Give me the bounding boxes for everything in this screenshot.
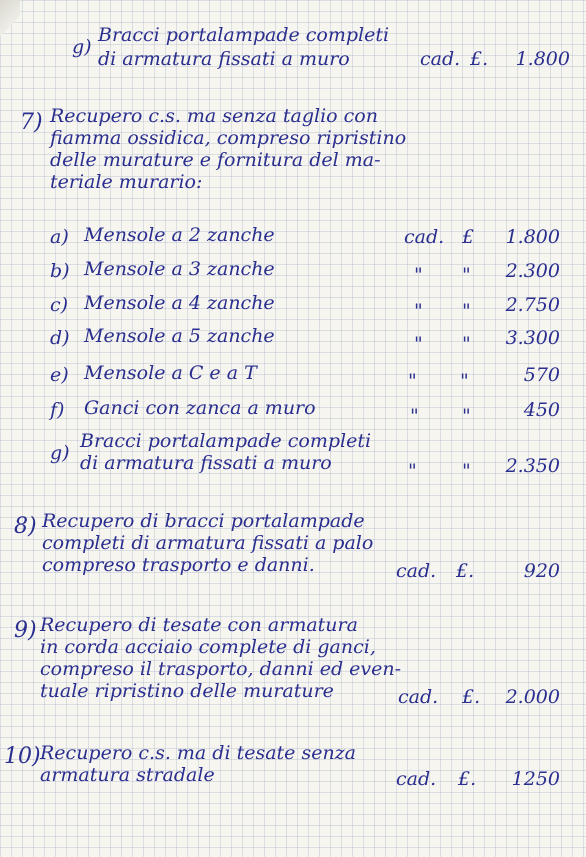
subitem-currency: " xyxy=(462,333,471,355)
item10-price: 1250 xyxy=(511,768,560,790)
item9-unit: cad. xyxy=(398,686,439,708)
subitem-desc: Bracci portalampade completi di armatura fissati a muro xyxy=(80,430,372,474)
subitem-unit: " xyxy=(408,460,417,482)
top-item-price: 1.800 xyxy=(515,48,570,70)
top-item-unit: cad. xyxy=(420,48,461,70)
subitem-desc: Ganci con zanca a muro xyxy=(84,397,316,419)
top-item-currency: £. xyxy=(470,48,489,70)
subitem-price: 2.300 xyxy=(505,260,560,282)
subitem-label: g) xyxy=(50,442,70,464)
item10-number: 10) xyxy=(4,744,41,769)
subitem-unit: " xyxy=(414,333,423,355)
item8-text: Recupero di bracci portalampade completi di armatura fissati a palo compreso trasporto e danni. xyxy=(42,510,374,576)
subitem-label: f) xyxy=(50,399,65,421)
item8-number: 8) xyxy=(14,514,37,539)
subitem-currency: £ xyxy=(462,226,475,248)
subitem-unit: cad. xyxy=(404,226,445,248)
subitem-currency: " xyxy=(462,405,471,427)
subitem-price: 2.750 xyxy=(505,294,560,316)
subitem-label: d) xyxy=(50,327,70,349)
subitem-price: 570 xyxy=(523,364,560,386)
subitem-desc: Mensole a 2 zanche xyxy=(84,224,275,246)
item7-text: Recupero c.s. ma senza taglio con fiamma ossidica, compreso ripristino delle murature e fornitura del ma- teriale murario: xyxy=(50,105,407,193)
subitem-label: b) xyxy=(50,260,70,282)
item8-unit: cad. xyxy=(396,560,437,582)
item9-price: 2.000 xyxy=(505,686,560,708)
subitem-desc: Mensole a 5 zanche xyxy=(84,325,275,347)
subitem-price: 450 xyxy=(523,399,560,421)
item10-text: Recupero c.s. ma di tesate senza armatura stradale xyxy=(40,742,357,786)
subitem-price: 1.800 xyxy=(505,226,560,248)
page-fold xyxy=(0,0,20,40)
subitem-price: 3.300 xyxy=(505,327,560,349)
subitem-currency: " xyxy=(462,264,471,286)
item10-currency: £. xyxy=(458,768,477,790)
subitem-label: a) xyxy=(50,226,69,248)
top-item-label: g) xyxy=(72,36,92,58)
item7-number: 7) xyxy=(20,110,43,135)
item8-currency: £. xyxy=(456,560,475,582)
top-item-line-1: Bracci portalampade completi xyxy=(98,24,390,46)
subitem-unit: " xyxy=(408,370,417,392)
subitem-desc: Mensole a C e a T xyxy=(84,362,257,384)
subitem-unit: " xyxy=(410,405,419,427)
item9-currency: £. xyxy=(462,686,481,708)
subitem-label: c) xyxy=(50,294,69,316)
subitem-currency: " xyxy=(460,370,469,392)
subitem-unit: " xyxy=(414,300,423,322)
item10-unit: cad. xyxy=(396,768,437,790)
subitem-label: e) xyxy=(50,364,69,386)
item9-text: Recupero di tesate con armatura in corda acciaio complete di ganci, compreso il trasporto, danni ed even- tuale ripristino delle murature xyxy=(40,614,402,702)
subitem-price: 2.350 xyxy=(505,455,560,477)
subitem-currency: " xyxy=(462,300,471,322)
top-item-line-2: di armatura fissati a muro xyxy=(98,48,350,70)
subitem-unit: " xyxy=(414,264,423,286)
item8-price: 920 xyxy=(523,560,560,582)
item9-number: 9) xyxy=(14,618,37,643)
subitem-currency: " xyxy=(462,460,471,482)
subitem-desc: Mensole a 3 zanche xyxy=(84,258,275,280)
subitem-desc: Mensole a 4 zanche xyxy=(84,292,275,314)
